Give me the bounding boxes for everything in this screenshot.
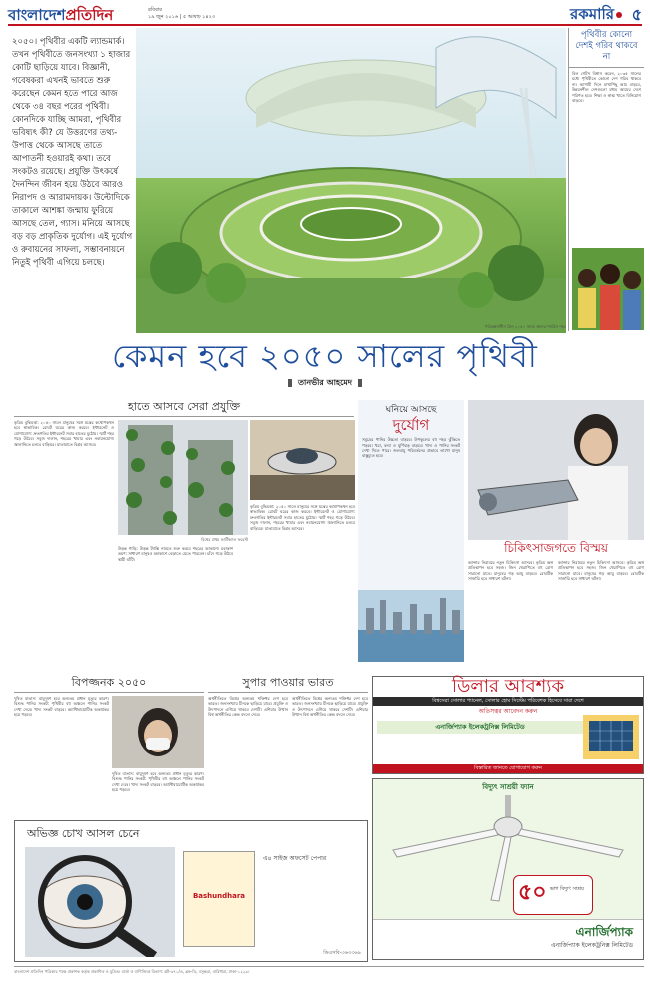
solar-products-image xyxy=(583,715,639,759)
children-illustration xyxy=(572,248,644,330)
flying-car-illustration xyxy=(250,420,355,500)
dealer-ad-title: ডিলার আবশ্যক xyxy=(451,676,565,697)
dealer-ad-line1: বিশ্বসেরা সোলার প্যানেল, সোলার হোম সিস্টেম পরিবেশক হিসেবে সারা দেশে xyxy=(373,697,643,706)
tech-text-col2: উড়ন্ত গাড়ি: উড়ন্ত ট্যাক্সি নামতে শুরু করবে শহরের আকাশে। মহাকাশ ভ্রমণ: সাধারণ মানুষও মহাকাশে বেড়াতে যেতে পারবেন। চাঁদে গড়ে উঠবে স্থায়ী ঘাঁটি। xyxy=(118,546,233,562)
poor-box-text: বিল গেটস বিশ্বাস করেন, ২০৩৫ সালের মধ্যে পৃথিবীতে কোনো দেশ গরিব থাকবে না। আগামী দিনে মাথাপিছু আয় বাড়বে, উন্নয়নশীল দেশগুলো মধ্যম আয়ের দেশে পরিণত হবে। শিক্ষা ও স্বাস্থ্য খাতে বিনিয়োগ বাড়বে। xyxy=(572,71,641,104)
disaster-title: দুর্যোগ xyxy=(392,416,430,435)
page-footer: বাংলাদেশ প্রতিদিন পত্রিকার পক্ষে প্রকাশক কর্তৃক প্রকাশিত ও মুদ্রিত। বার্তা ও বাণিজ্যিক বিভাগ: প্লট-৩৭১/এ, ব্লক-ডি, বসুন্ধরা, বারিধারা, ঢাকা-১২২৯। xyxy=(14,966,644,974)
flying-car-photo xyxy=(250,420,355,500)
main-headline: কেমন হবে ২০৫০ সালের পৃথিবী xyxy=(112,337,538,375)
tech-section-title: হাতে আসবে সেরা প্রযুক্তি xyxy=(14,400,354,417)
robotic-arm-illustration xyxy=(468,400,644,540)
india-text-col2: অর্থনীতিতে বিশ্বের অন্যতম শক্তিধর দেশ হবে ভারত। জনসংখ্যায় চীনকে ছাড়িয়ে যাবে। প্রযুক্তি ও উৎপাদনে এগিয়ে থাকবে দেশটি। এশিয়ার উত্থান বিশ্ব অর্থনীতির কেন্দ্র বদলে দেবে। xyxy=(292,696,368,718)
vertical-forest-photo xyxy=(118,420,248,535)
dealer-ad-line2: অতিসত্বর আবেদন করুন xyxy=(478,707,538,715)
medical-section-title: চিকিৎসাজগতে বিস্ময় xyxy=(504,541,608,555)
fan-ad-sub: এনার্জিপ্যাক ইলেকট্রনিক্স লিমিটেড xyxy=(550,942,633,949)
medical-text-col2: ক্যান্সার নিরাময়ে নতুন চিকিৎসা আসবে। কৃত্রিম অঙ্গ প্রতিস্থাপন হবে সহজ। জিন থেরাপিতে বহু রোগ সারানো যাবে। মানুষের গড় আয়ু বাড়বে। রোবটিক সার্জারি হবে সাধারণ ঘটনা। xyxy=(558,560,644,582)
danger-text-col2: দূষিত বাতাস: বায়ুদূষণ হবে অন্যতম প্রধান মৃত্যুর কারণ। বিশুদ্ধ পানির সংকট: পৃথিবীর বহু অঞ্চলে পানির সংকট দেখা দেবে। খাদ্য সংকট বাড়বে। অ্যান্টিবায়োটিক অকার্যকর হয়ে পড়বে। xyxy=(112,771,204,793)
paper-ream-image xyxy=(183,851,255,947)
dealer-ad-company: এনার্জিপ্যাক ইলেকট্রনিক্স লিমিটেড xyxy=(377,721,583,734)
byline: তানভীর আহমেদ xyxy=(230,378,420,389)
paper-ad-headline: অভিজ্ঞ চোখ আসল চেনে xyxy=(27,827,140,840)
dealer-ad-footer: বিস্তারিত জানতে যোগাযোগ করুন xyxy=(373,764,643,773)
danger-text-col1: দূষিত বাতাস: বায়ুদূষণ হবে অন্যতম প্রধান মৃত্যুর কারণ। বিশুদ্ধ পানির সংকট: পৃথিবীর বহু অঞ্চলে পানির সংকট দেখা দেবে। খাদ্য সংকট বাড়বে। অ্যান্টিবায়োটিক অকার্যকর হয়ে পড়বে। xyxy=(14,696,109,718)
paper-ad-code: ডিএসবি-৩৬৩৩৬৯ xyxy=(323,950,361,957)
ceiling-fan-icon xyxy=(373,795,645,905)
masthead xyxy=(8,4,642,26)
byline-marker-left xyxy=(288,379,292,387)
hero-caption: পরিকল্পনাধীন গ্রিন ২০৫০ সালে ভ্রুদের প্যারিস শহর xyxy=(484,324,566,329)
disaster-title-small: ঘনিয়ে আসছে xyxy=(385,405,437,415)
red-dot-icon xyxy=(616,12,622,18)
paper-ad-text: এ৪ সাইজ অফসেট পেপার xyxy=(263,855,327,862)
byline-marker-right xyxy=(358,379,362,387)
flooded-city-illustration xyxy=(358,590,464,662)
vertical-forest-illustration xyxy=(118,420,248,535)
flooded-city-photo xyxy=(358,590,464,662)
issue-date: রবিবার ১৯ জুন ২০১৬ | ৫ আষাঢ় ১৪২৩ xyxy=(148,7,216,20)
disaster-section xyxy=(358,400,464,662)
fan-ad-brand: এনার্জিপ্যাক xyxy=(575,925,633,939)
india-text-col1: অর্থনীতিতে বিশ্বের অন্যতম শক্তিধর দেশ হবে ভারত। জনসংখ্যায় চীনকে ছাড়িয়ে যাবে। প্রযুক্তি ও উৎপাদনে এগিয়ে থাকবে দেশটি। এশিয়ার উত্থান বিশ্ব অর্থনীতির কেন্দ্র বদলে দেবে। xyxy=(208,696,288,718)
newspaper-logo: বাংলাদেশপ্রতিদিন xyxy=(8,6,114,24)
solar-panel-icon xyxy=(583,715,639,759)
children-photo xyxy=(572,248,644,330)
india-section-title: সুপার পাওয়ার ভারত xyxy=(208,676,368,693)
paper-ad xyxy=(14,820,368,962)
mask-woman-illustration xyxy=(112,696,204,768)
page-number: ৫ xyxy=(631,5,642,24)
poor-country-box xyxy=(568,28,644,331)
danger-section-title: বিপজ্জনক ২০৫০ xyxy=(14,676,204,693)
vertical-forest-caption: বিশ্বের প্রথম ভার্টিক্যাল ফরেস্ট xyxy=(201,537,248,542)
section-title: রকমারি xyxy=(570,5,614,23)
tech-text-col3: কৃত্রিম বুদ্ধিমত্তা: ২০৫০ সালে মানুষের সঙ্গে যন্ত্রের কথোপকথন হবে স্বাভাবিক। রোবট ঘরের কাজ করবে। ইন্টারনেট ও যোগাযোগ: দ্রুতগতির ইন্টারনেট সবার হাতের মুঠোয়। স্মার্ট শহর গড়ে উঠবে। সবুজ দালান, শহরের খামার এবং নবায়নযোগ্য জ্বালানিতে চলবে বাড়িঘর। যাতায়াতে বিপ্লব আসবে। xyxy=(250,504,355,531)
mask-woman-photo xyxy=(112,696,204,768)
fan-ad-brand-block xyxy=(373,919,643,959)
intro-text: ২০৫০। পৃথিবীর একটি ল্যান্ডমার্ক। তখন পৃথিবীতে জনসংখ্যা ১ হাজার কোটি ছাড়িয়ে যাবে। বিজ্ঞানী, গবেষকরা এখনই ভাবতে শুরু করেছেন কেমন হতে পারে আজ থেকে ৩৪ বছর পরের পৃথিবী। কোনদিকে যাচ্ছি আমরা, পৃথিবীর ভবিষ্যৎ কী? যে উত্তরণের তথ্য-উপাত্ত থেকে আসছে তাতে আপাতনী হওয়ারই কথা। তবে সংকটও রয়েছে। প্রযুক্তি উৎকর্ষে দৈনন্দিন জীবন হয়ে উঠবে আরও নিরাপদ ও আরামদায়ক। উল্টোদিকে তাকালে আশঙ্কা জন্মায় ফুরিয়ে আসছে তেল, গ্যাস। মনিয়ে আসছে বড় বড় প্রাকৃতিক দুর্যোগ। এই দুর্যোগ ও রুবায়নের সাফল্য, সম্ভাবনায়নে নিতুই পৃথিবী এগিয়ে চলছে। xyxy=(12,37,133,268)
fan-offer-text: ভাগ বিদ্যুৎ সাশ্রয় xyxy=(550,886,584,892)
poor-box-title: পৃথিবীর কোনো দেশই গরিব থাকবে না xyxy=(569,28,644,68)
tech-text-col1: কৃত্রিম বুদ্ধিমত্তা: ২০৫০ সালে মানুষের সঙ্গে যন্ত্রের কথোপকথন হবে স্বাভাবিক। রোবট ঘরের কাজ করবে। ইন্টারনেট ও যোগাযোগ: দ্রুতগতির ইন্টারনেট সবার হাতের মুঠোয়। স্মার্ট শহর গড়ে উঠবে। সবুজ দালান, শহরের খামার এবং নবায়নযোগ্য জ্বালানিতে চলবে বাড়িঘর। যাতায়াতে বিপ্লব আসবে। xyxy=(14,420,114,447)
disaster-text: সমুদ্রের পানির উচ্চতা বাড়বে। উপকূলের বহু শহর ঝুঁকিতে পড়বে। খরা, বন্যা ও ঘূর্ণিঝড় বাড়বে। খাদ্য ও পানির সংকট দেখা দিতে পারে। জলবায়ু পরিবর্তনের প্রভাবে লাখো মানুষ বাস্তুচ্যুত হবে। xyxy=(362,437,460,459)
dealer-ad xyxy=(372,676,644,774)
fan-ad-headline: বিদ্যুৎ সাশ্রয়ী ফ্যান xyxy=(482,783,534,791)
fan-offer-value: ৫০ xyxy=(518,880,547,905)
medical-text-col1: ক্যান্সার নিরাময়ে নতুন চিকিৎসা আসবে। কৃত্রিম অঙ্গ প্রতিস্থাপন হবে সহজ। জিন থেরাপিতে বহু রোগ সারানো যাবে। মানুষের গড় আয়ু বাড়বে। রোবটিক সার্জারি হবে সাধারণ ঘটনা। xyxy=(468,560,553,582)
futuristic-city-illustration xyxy=(136,28,566,333)
eye-magnifier-illustration xyxy=(25,847,175,957)
robotic-arm-photo xyxy=(468,400,644,540)
fan-ad xyxy=(372,778,644,960)
hero-image xyxy=(136,28,566,333)
fan-offer-badge xyxy=(513,875,593,915)
paper-ream-brand: Bashundhara xyxy=(192,892,246,900)
